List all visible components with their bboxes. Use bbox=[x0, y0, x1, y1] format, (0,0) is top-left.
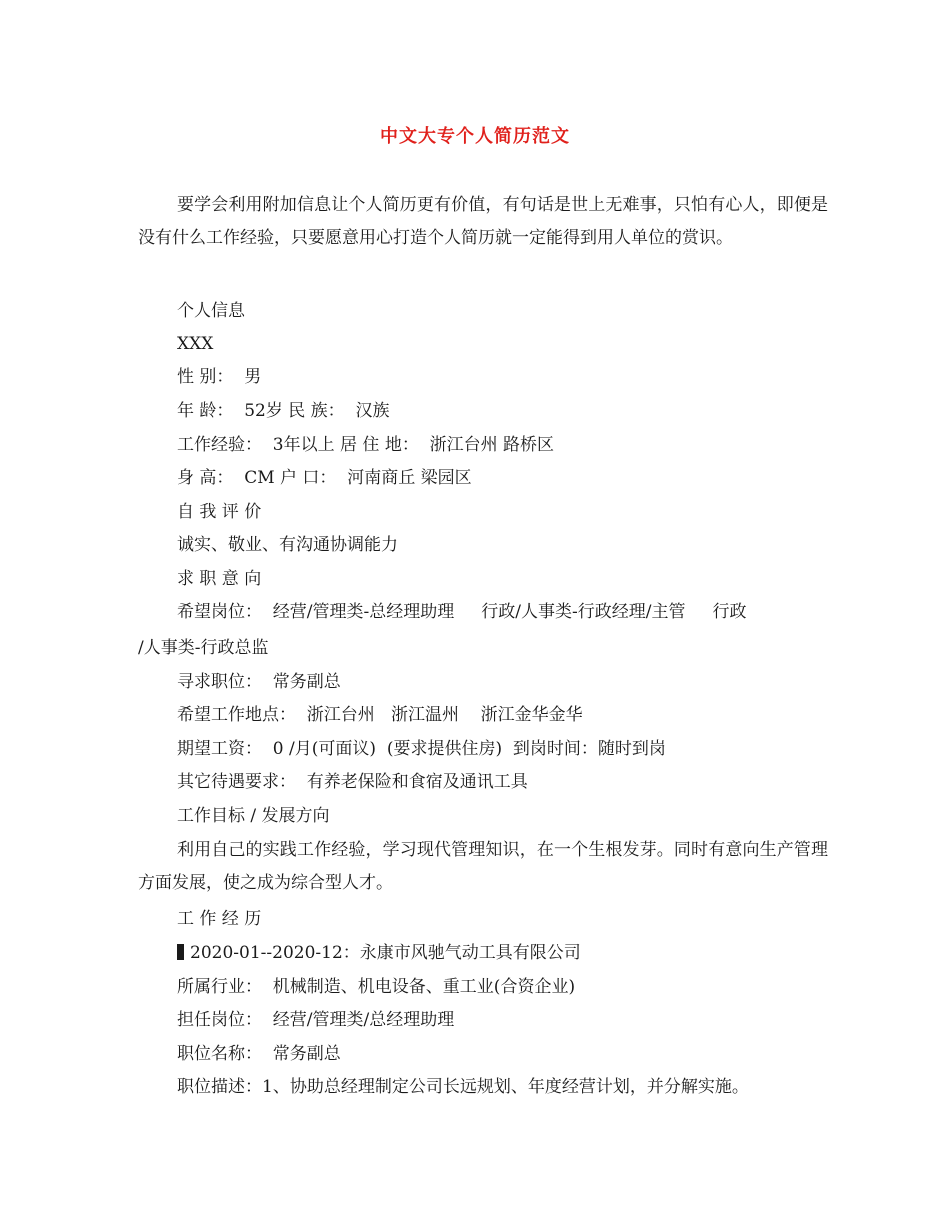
self-evaluation-heading: 自 我 评 价 bbox=[177, 502, 262, 522]
job-description-line: 职位描述：1、协助总经理制定公司长远规划、年度经营计划，并分解实施。 bbox=[177, 1077, 749, 1097]
intro-paragraph: 要学会利用附加信息让个人简历更有价值，有句话是世上无难事，只怕有心人，即便是没有什么工作经验，只要愿意用心打造个人简历就一定能得到用人单位的赏识。 bbox=[138, 195, 828, 248]
goal-paragraph: 利用自己的实践工作经验，学习现代管理知识，在一个生根发芽。同时有意向生产管理方面发展，使之成为综合型人才。 bbox=[138, 840, 828, 893]
page-title: 中文大专个人简历范文 bbox=[380, 126, 570, 147]
job-intention-heading: 求 职 意 向 bbox=[177, 569, 262, 589]
locations-line: 希望工作地点： 浙江台州 浙江温州 浙江金华金华 bbox=[177, 705, 583, 725]
other-benefits-line: 其它待遇要求： 有养老保险和食宿及通讯工具 bbox=[177, 772, 528, 792]
industry-line: 所属行业： 机械制造、机电设备、重工业(合资企业) bbox=[177, 977, 576, 997]
work-history-heading: 工 作 经 历 bbox=[177, 909, 262, 929]
work-entry-text: 2020-01--2020-12：永康市风驰气动工具有限公司 bbox=[190, 943, 581, 963]
height-line: 身 高： CM 户 口： 河南商丘 梁园区 bbox=[177, 468, 472, 488]
gender-line: 性 别： 男 bbox=[177, 367, 262, 387]
desired-positions-continuation: /人事类-行政总监 bbox=[138, 638, 269, 658]
role-line: 担任岗位： 经营/管理类/总经理助理 bbox=[177, 1010, 455, 1030]
name-line: XXX bbox=[177, 334, 214, 354]
salary-line: 期望工资： 0 /月(可面议) (要求提供住房) 到岗时间：随时到岗 bbox=[177, 739, 666, 759]
goal-heading: 工作目标 / 发展方向 bbox=[177, 806, 330, 826]
desired-positions-line: 希望岗位： 经营/管理类-总经理助理 行政/人事类-行政经理/主管 行政 bbox=[177, 602, 747, 622]
self-evaluation-text: 诚实、敬业、有沟通协调能力 bbox=[177, 535, 398, 555]
age-line: 年 龄： 52岁 民 族： 汉族 bbox=[177, 401, 390, 421]
experience-line: 工作经验： 3年以上 居 住 地： 浙江台州 路桥区 bbox=[177, 435, 555, 455]
bullet-marker bbox=[177, 944, 184, 960]
personal-info-heading: 个人信息 bbox=[177, 301, 245, 321]
work-entry-line bbox=[138, 937, 867, 970]
job-title-line: 职位名称： 常务副总 bbox=[177, 1044, 341, 1064]
sought-position-line: 寻求职位： 常务副总 bbox=[177, 672, 341, 692]
